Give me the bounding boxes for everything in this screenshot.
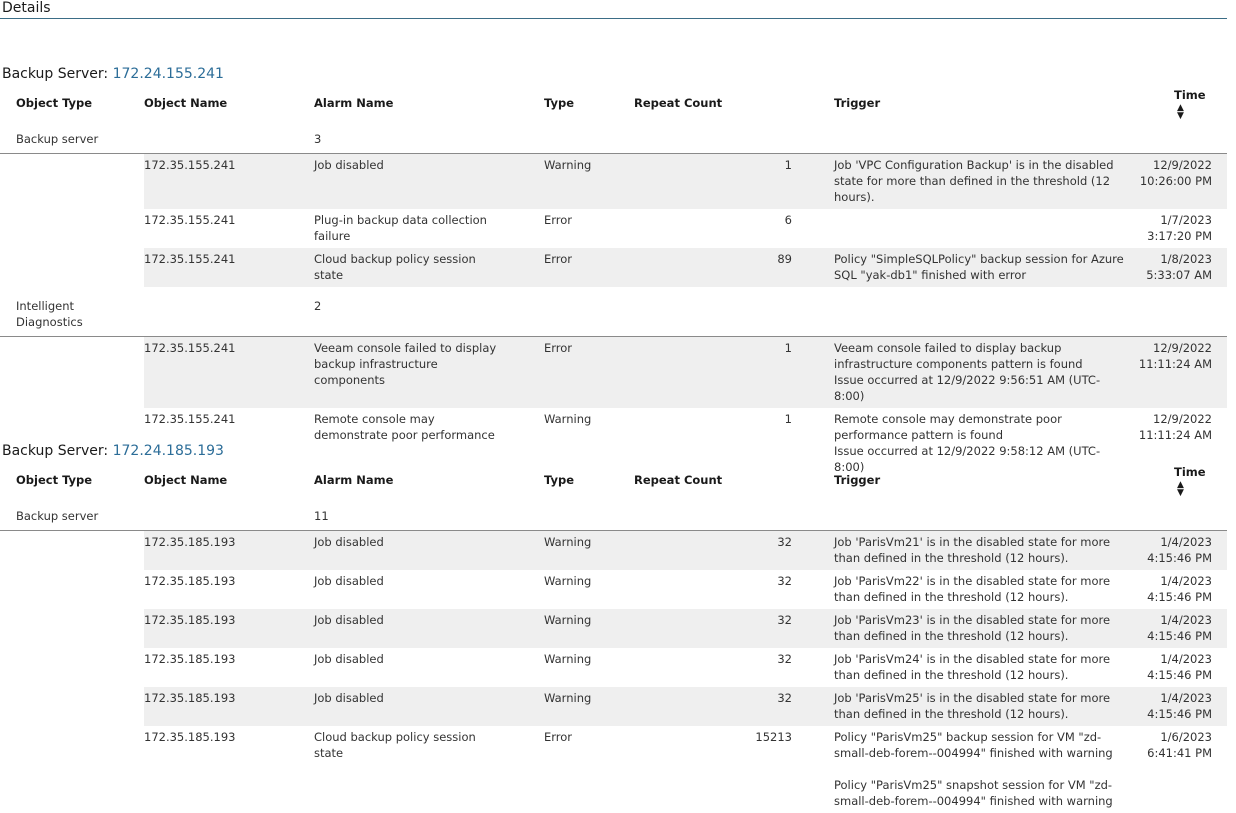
col-header-type-label: Type: [544, 96, 575, 111]
alarm-trigger: [834, 530, 1174, 570]
alarm-trigger: [834, 570, 1174, 609]
alarm-trigger: [834, 336, 1174, 408]
alarm-row-indent: [0, 530, 144, 570]
col-header-alarm-name-label: Alarm Name: [314, 473, 394, 488]
alarm-row-indent: [0, 726, 144, 813]
col-header-time[interactable]: [1174, 87, 1227, 120]
alarm-name-text: Job disabled: [314, 534, 384, 549]
alarm-object-name: 172.35.155.241: [144, 336, 314, 408]
alarm-row-indent: [0, 336, 144, 408]
alarm-repeat-count: 32: [777, 573, 792, 588]
alarm-name: [314, 570, 544, 609]
alarm-time-text: 1/7/2023 3:17:20 PM: [1147, 212, 1212, 243]
alarm-time-text: 1/6/2023 6:41:41 PM: [1147, 729, 1212, 760]
alarm-row[interactable]: [0, 209, 1227, 248]
alarm-trigger: [834, 687, 1174, 726]
alarm-time: [1147, 726, 1227, 813]
alarm-name: [314, 248, 544, 287]
alarm-repeat-count: 1: [634, 153, 834, 209]
col-header-object-type: [0, 464, 144, 497]
alarm-row[interactable]: [0, 530, 1227, 570]
alarm-trigger-text: Veeam console failed to display backup infrastructure components pattern is found: [834, 340, 1083, 371]
col-header-trigger: [834, 464, 1174, 497]
alarm-time-text: 1/4/2023 4:15:46 PM: [1147, 612, 1212, 643]
col-header-time[interactable]: [1174, 464, 1227, 497]
group-object-type: Intelligent Diagnostics: [0, 287, 144, 337]
alarm-time-text: 1/4/2023 4:15:46 PM: [1147, 651, 1212, 682]
alarm-trigger: [834, 648, 1174, 687]
alarm-row-indent: [0, 153, 144, 209]
alarm-time: [1146, 248, 1227, 287]
alarm-object-name: 172.35.185.193: [144, 573, 236, 588]
col-header-time-label: Time: [1174, 465, 1206, 479]
group-count: 3: [314, 120, 544, 154]
alarms-table: [0, 464, 1227, 813]
table-header-row: [0, 464, 1227, 497]
alarm-name-text: Job disabled: [314, 573, 384, 588]
alarm-repeat-count: 1: [634, 336, 834, 408]
backup-server-title: [2, 65, 224, 83]
group-spacer: [544, 497, 634, 531]
col-header-object-name: [144, 87, 314, 120]
alarm-trigger-text: Job 'ParisVm22' is in the disabled state for more than defined in the threshold (12 hours).: [834, 573, 1111, 604]
alarm-name-text: Veeam console failed to display backup infrastructure components: [314, 340, 497, 387]
alarm-name: [314, 726, 544, 813]
col-header-trigger: [834, 87, 1174, 120]
col-header-trigger-label: Trigger: [834, 96, 881, 111]
col-header-type: [544, 87, 634, 120]
backup-server-title: [2, 442, 224, 460]
group-object-type: Backup server: [0, 120, 144, 154]
col-header-repeat-count: [634, 464, 834, 497]
group-spacer: [544, 287, 634, 337]
details-title: Details: [2, 0, 51, 16]
alarm-type: Warning: [544, 651, 592, 666]
alarm-time: [1147, 609, 1227, 648]
alarm-trigger-text: Job 'ParisVm24' is in the disabled state for more than defined in the threshold (12 hours).: [834, 651, 1111, 682]
alarm-object-name: 172.35.155.241: [144, 153, 314, 209]
backup-server-label: Backup Server:: [2, 66, 109, 82]
alarm-trigger-text: Policy "ParisVm25" backup session for VM "zd-small-deb-forem--004994" finished with warning: [834, 729, 1113, 760]
alarm-time-text: 1/4/2023 4:15:46 PM: [1147, 573, 1212, 604]
col-header-alarm-name: [314, 464, 544, 497]
alarm-name: [314, 609, 544, 648]
alarm-object-name: 172.35.185.193: [144, 687, 314, 726]
col-header-type-label: Type: [544, 473, 575, 488]
alarm-row-indent: [0, 609, 144, 648]
group-row: [0, 120, 1227, 154]
alarm-name: [314, 209, 544, 248]
alarm-object-name: 172.35.155.241: [144, 248, 314, 287]
alarm-name-text: Plug-in backup data collection failure: [314, 212, 487, 243]
alarm-trigger-text: Remote console may demonstrate poor performance pattern is found: [834, 411, 1062, 442]
alarm-row[interactable]: [0, 153, 1227, 209]
alarm-row-indent: [0, 248, 144, 287]
alarm-row[interactable]: [0, 726, 1227, 813]
col-header-object-name-label: Object Name: [144, 473, 228, 488]
col-header-repeat-count-label: Repeat Count: [634, 473, 723, 488]
alarm-name: [314, 648, 544, 687]
alarm-name-text: Remote console may demonstrate poor performance: [314, 411, 495, 442]
col-header-alarm-name: [314, 87, 544, 120]
alarm-type: Warning: [544, 153, 634, 209]
sort-updown-icon[interactable]: ▲ ▼: [1177, 479, 1184, 498]
alarm-trigger-text-2: Policy "ParisVm25" snapshot session for VM "zd-small-deb-forem--004994" finished with warning: [834, 777, 1113, 808]
alarm-row-indent: [0, 687, 144, 726]
col-header-object-type-label: Object Type: [16, 96, 93, 111]
alarm-trigger: [834, 248, 1174, 287]
col-header-object-name: [144, 464, 314, 497]
col-header-time-label: Time: [1174, 88, 1206, 102]
alarm-time-text: 1/4/2023 4:15:46 PM: [1147, 534, 1212, 565]
alarm-object-name: 172.35.155.241: [144, 212, 236, 227]
alarm-name-text: Job disabled: [314, 690, 384, 705]
alarm-trigger-text-2: Issue occurred at 12/9/2022 9:56:51 AM (UTC-8:00): [834, 372, 1101, 403]
group-object-type: Backup server: [0, 497, 144, 531]
alarm-row[interactable]: [0, 336, 1227, 408]
col-header-object-type: [0, 87, 144, 120]
alarm-name: [314, 153, 544, 209]
group-count: 2: [314, 287, 544, 337]
alarm-type: Warning: [544, 609, 634, 648]
group-spacer: [634, 120, 834, 154]
alarm-name-text: Job disabled: [314, 612, 384, 627]
alarm-repeat-count: 32: [634, 609, 834, 648]
col-header-alarm-name-label: Alarm Name: [314, 96, 394, 111]
alarm-name: [314, 530, 544, 570]
alarm-trigger-text: Job 'ParisVm25' is in the disabled state for more than defined in the threshold (12 hours).: [834, 690, 1111, 721]
alarm-time-text: 1/4/2023 4:15:46 PM: [1147, 690, 1212, 721]
alarm-type: Warning: [544, 573, 592, 588]
alarm-trigger-text: Job 'ParisVm23' is in the disabled state for more than defined in the threshold (12 hours).: [834, 612, 1111, 643]
alarm-time: [1147, 570, 1227, 609]
group-row: [0, 497, 1227, 531]
alarm-time: [1139, 153, 1227, 209]
alarm-trigger-text: Policy "SimpleSQLPolicy" backup session for Azure SQL "yak-db1" finished with error: [834, 251, 1124, 282]
alarm-object-name: 172.35.185.193: [144, 530, 314, 570]
col-header-repeat-count: [634, 87, 834, 120]
alarm-trigger-text: Job 'ParisVm21' is in the disabled state for more than defined in the threshold (12 hours).: [834, 534, 1111, 565]
group-spacer: [834, 497, 1174, 531]
alarm-repeat-count: 32: [777, 651, 792, 666]
group-spacer: [834, 287, 1174, 337]
sort-updown-icon[interactable]: ▲ ▼: [1177, 102, 1184, 121]
alarm-name-text: Cloud backup policy session state: [314, 251, 476, 282]
alarm-time-text: 12/9/2022 10:26:00 PM: [1139, 157, 1212, 188]
alarm-type: Error: [544, 336, 634, 408]
group-spacer: [634, 287, 834, 337]
alarm-trigger: [834, 609, 1174, 648]
alarm-time: [1147, 530, 1227, 570]
col-header-repeat-count-label: Repeat Count: [634, 96, 723, 111]
alarm-object-name: 172.35.185.193: [144, 609, 314, 648]
group-spacer: [1174, 497, 1227, 531]
group-spacer: [144, 497, 314, 531]
alarm-row[interactable]: [0, 687, 1227, 726]
col-header-object-type-label: Object Type: [16, 473, 93, 488]
alarm-trigger-text-2: Issue occurred at 12/9/2022 9:58:12 AM (UTC-8:00): [834, 443, 1101, 474]
group-spacer: [1174, 287, 1227, 337]
group-spacer: [1174, 120, 1227, 154]
alarm-object-name: 172.35.155.241: [144, 411, 236, 426]
group-spacer: [834, 120, 1174, 154]
alarm-name: [314, 336, 544, 408]
alarm-time-text: 12/9/2022 11:11:24 AM: [1138, 411, 1212, 442]
alarm-row[interactable]: [0, 248, 1227, 287]
backup-server-ip-link[interactable]: 172.24.185.193: [112, 443, 224, 459]
col-header-trigger-label: Trigger: [834, 473, 881, 488]
group-row: [0, 287, 1227, 337]
backup-server-ip-link[interactable]: 172.24.155.241: [112, 66, 224, 82]
backup-server-label: Backup Server:: [2, 443, 109, 459]
alarm-row-indent: [0, 648, 144, 687]
alarm-row-indent: [0, 570, 144, 609]
alarm-type: Warning: [544, 411, 592, 426]
alarm-time: [1147, 209, 1227, 248]
alarm-trigger-text: Job 'VPC Configuration Backup' is in the disabled state for more than defined in the threshold (12 hours).: [834, 157, 1114, 204]
alarm-trigger: [834, 209, 1174, 248]
alarm-object-name: 172.35.185.193: [144, 729, 236, 744]
table-header-row: [0, 87, 1227, 120]
col-header-object-name-label: Object Name: [144, 96, 228, 111]
alarm-time-text: 12/9/2022 11:11:24 AM: [1138, 340, 1212, 371]
alarm-type: Warning: [544, 687, 634, 726]
alarm-type: Error: [544, 212, 573, 227]
group-spacer: [144, 287, 314, 337]
alarms-table: [0, 87, 1227, 479]
alarm-object-name: 172.35.185.193: [144, 651, 236, 666]
group-spacer: [144, 120, 314, 154]
alarm-time: [1138, 336, 1227, 408]
alarm-repeat-count: 32: [634, 530, 834, 570]
alarm-time: [1147, 648, 1227, 687]
alarm-row-indent: [0, 209, 144, 248]
alarm-repeat-count: 89: [634, 248, 834, 287]
details-divider: [0, 18, 1227, 19]
group-spacer: [544, 120, 634, 154]
alarm-trigger: [834, 153, 1174, 209]
group-count: 11: [314, 497, 544, 531]
alarm-name: [314, 687, 544, 726]
alarm-type: Error: [544, 248, 634, 287]
group-spacer: [634, 497, 834, 531]
col-header-type: [544, 464, 634, 497]
alarm-repeat-count: 6: [784, 212, 792, 227]
alarm-name-text: Cloud backup policy session state: [314, 729, 476, 760]
alarm-row[interactable]: [0, 609, 1227, 648]
alarm-repeat-count: 32: [634, 687, 834, 726]
alarm-time-text: 1/8/2023 5:33:07 AM: [1146, 251, 1212, 282]
alarm-name-text: Job disabled: [314, 157, 384, 172]
alarm-row[interactable]: [0, 570, 1227, 609]
alarm-time: [1147, 687, 1227, 726]
alarm-type: Warning: [544, 530, 634, 570]
alarm-repeat-count: 1: [784, 411, 792, 426]
alarm-name-text: Job disabled: [314, 651, 384, 666]
alarm-row[interactable]: [0, 648, 1227, 687]
alarm-type: Error: [544, 729, 573, 744]
alarm-trigger: [834, 726, 1174, 813]
alarm-repeat-count: 15213: [755, 729, 792, 744]
